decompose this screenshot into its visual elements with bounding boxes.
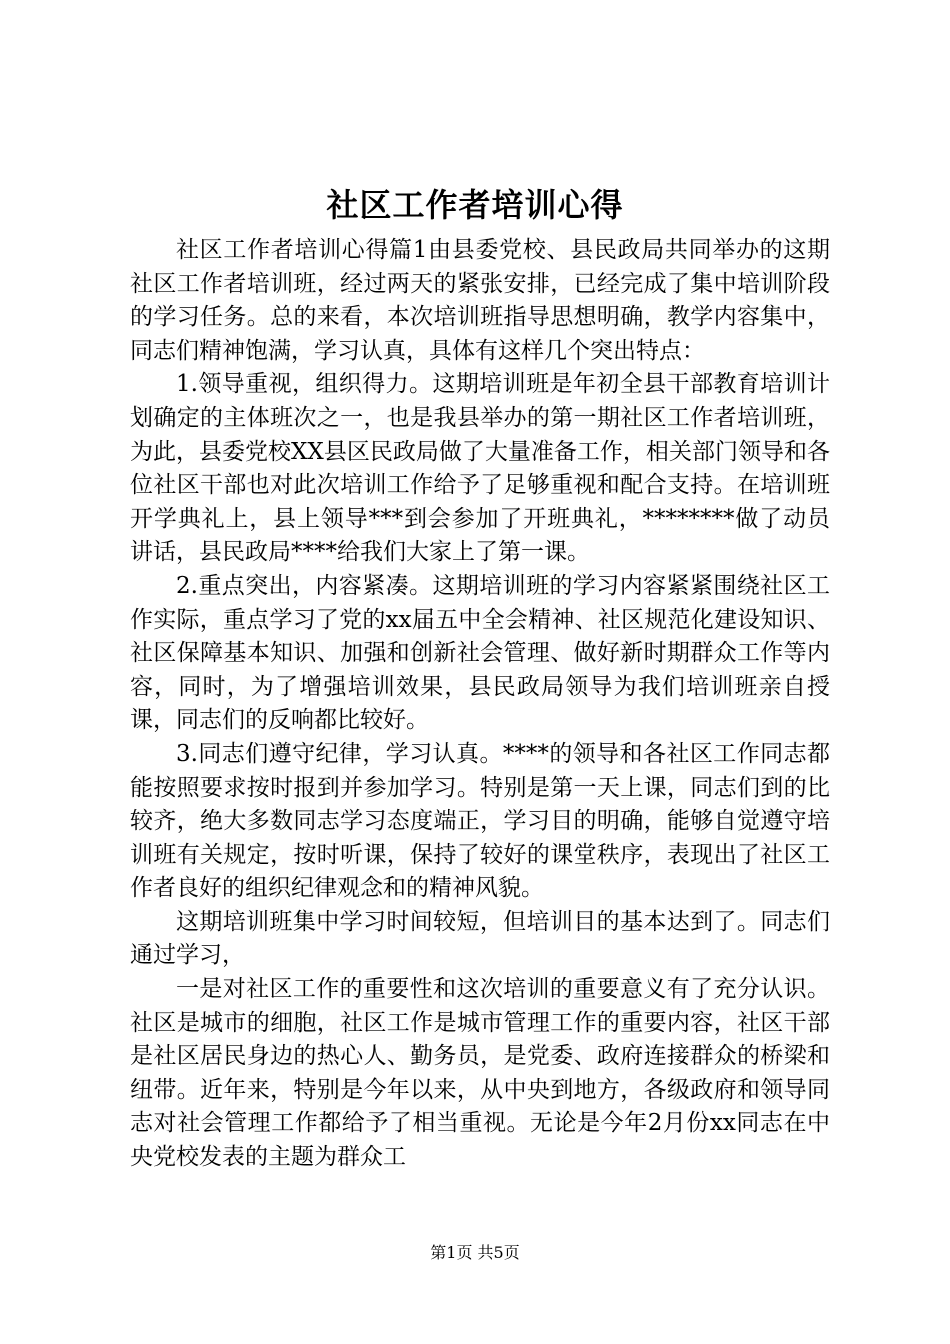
paragraph-point-1: 1.领导重视，组织得力。这期培训班是年初全县干部教育培训计划确定的主体班次之一，也是我县举办的第一期社区工作者培训班，为此，县委党校XX县区民政局做了大量准备工作，相关部门领导和各位社区干部也对此次培训工作给予了足够重视和配合支持。在培训班开学典礼上，县上领导***到会参加了开班典礼，********做了动员讲话，县民政局****给我们大家上了第一课。 [130, 371, 830, 566]
paragraph-point-3: 3.同志们遵守纪律，学习认真。****的领导和各社区工作同志都能按照要求按时报到并参加学习。特别是第一天上课，同志们到的比较齐，绝大多数同志学习态度端正，学习目的明确，能够自觉遵守培训班有关规定，按时听课，保持了较好的课堂秩序，表现出了社区工作者良好的组织纪律观念和的精神风貌。 [130, 740, 830, 902]
paragraph-first-gain: 一是对社区工作的重要性和这次培训的重要意义有了充分认识。社区是城市的细胞，社区工作是城市管理工作的重要内容，社区干部是社区居民身边的热心人、勤务员，是党委、政府连接群众的桥梁和纽带。近年来，特别是今年以来，从中央到地方，各级政府和领导同志对社会管理工作都给予了相当重视。无论是今年2月份xx同志在中央党校发表的主题为群众工 [130, 976, 830, 1171]
document-title: 社区工作者培训心得 [326, 186, 624, 224]
page-number-footer: 第1页 共5页 [430, 1243, 520, 1262]
document-body [130, 234, 830, 1175]
paragraph-summary: 这期培训班集中学习时间较短，但培训目的基本达到了。同志们通过学习， [130, 908, 830, 969]
paragraph-intro: 社区工作者培训心得篇1由县委党校、县民政局共同举办的这期社区工作者培训班，经过两天的紧张安排，已经完成了集中培训阶段的学习任务。总的来看，本次培训班指导思想明确，教学内容集中，同志们精神饱满，学习认真，具体有这样几个突出特点： [130, 237, 830, 364]
paragraph-point-2: 2.重点突出，内容紧凑。这期培训班的学习内容紧紧围绕社区工作实际，重点学习了党的xx届五中全会精神、社区规范化建设知识、社区保障基本知识、加强和创新社会管理、做好新时期群众工作等内容，同时，为了增强培训效果，县民政局领导为我们培训班亲自授课，同志们的反响都比较好。 [130, 572, 830, 734]
